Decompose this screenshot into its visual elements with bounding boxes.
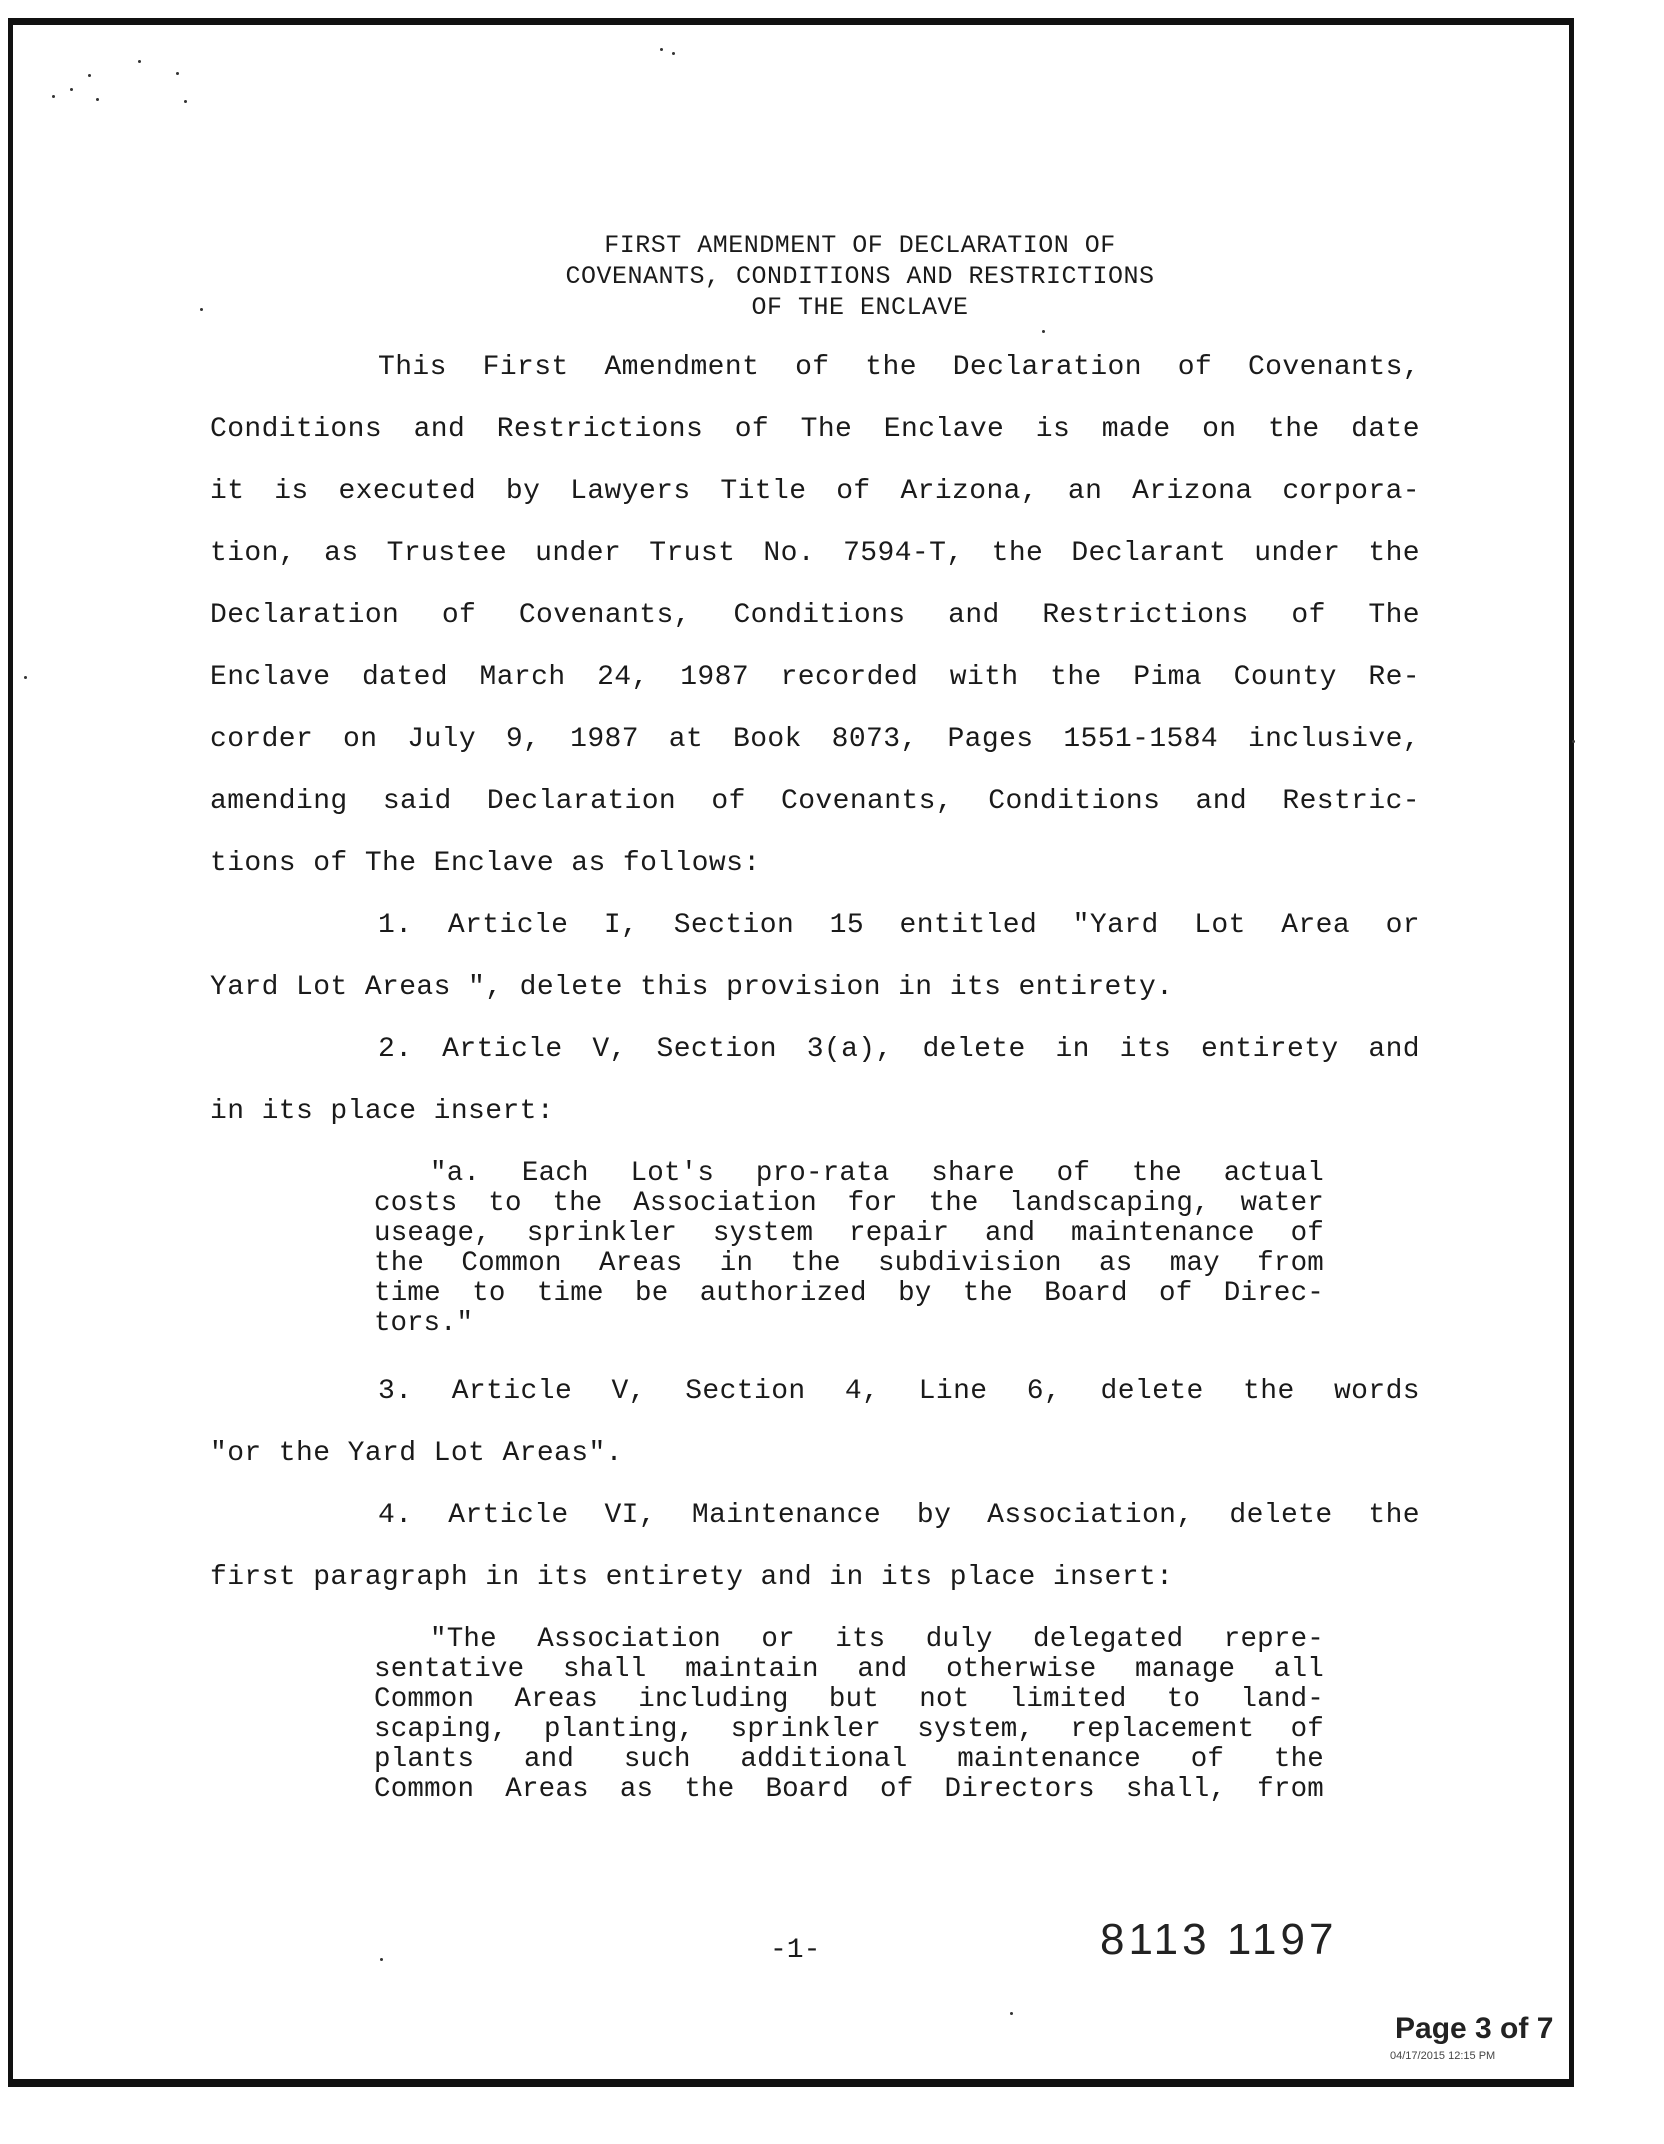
item-2-line: 2. Article V, Section 3(a), delete in its entirety and	[378, 1034, 1420, 1065]
scan-speck	[52, 95, 55, 98]
intro-line: it is executed by Lawyers Title of Arizona, an Arizona corpora-	[210, 476, 1420, 507]
record-number: 8113 1197	[1100, 1915, 1338, 1964]
item-1-line: 1. Article I, Section 15 entitled "Yard Lot Area or	[378, 910, 1420, 941]
intro-line: corder on July 9, 1987 at Book 8073, Pages 1551-1584 inclusive,	[210, 724, 1420, 755]
page-counter: Page 3 of 7	[1395, 2012, 1554, 2045]
quote-1-line: useage, sprinkler system repair and maintenance of	[374, 1218, 1324, 1249]
scan-speck	[184, 100, 187, 103]
scan-speck	[1042, 330, 1045, 333]
item-4-line: first paragraph in its entirety and in its place insert:	[210, 1562, 1174, 1593]
scan-speck	[138, 60, 141, 63]
quote-2-line: Common Areas as the Board of Directors shall, from	[374, 1774, 1324, 1805]
scan-speck	[176, 72, 179, 75]
quote-1-line: costs to the Association for the landscaping, water	[374, 1188, 1324, 1219]
intro-line: Enclave dated March 24, 1987 recorded with the Pima County Re-	[210, 662, 1420, 693]
intro-line: Conditions and Restrictions of The Enclave is made on the date	[210, 414, 1420, 445]
intro-line: This First Amendment of the Declaration of Covenants,	[378, 352, 1420, 383]
title-line: COVENANTS, CONDITIONS AND RESTRICTIONS	[565, 262, 1155, 291]
scan-speck	[1572, 740, 1575, 743]
item-2-line: in its place insert:	[210, 1096, 555, 1127]
page-number: -1-	[770, 1935, 821, 1966]
quote-1-line: the Common Areas in the subdivision as may from	[374, 1248, 1324, 1279]
intro-line: tions of The Enclave as follows:	[210, 848, 761, 879]
intro-line: tion, as Trustee under Trust No. 7594-T, the Declarant under the	[210, 538, 1420, 569]
intro-line: amending said Declaration of Covenants, Conditions and Restric-	[210, 786, 1420, 817]
scan-speck	[70, 88, 73, 91]
stamp-timestamp: 04/17/2015 12:15 PM	[1390, 2050, 1496, 2062]
item-3-line: 3. Article V, Section 4, Line 6, delete the words	[378, 1376, 1420, 1407]
scan-speck	[380, 1958, 383, 1961]
item-4-line: 4. Article VI, Maintenance by Association, delete the	[378, 1500, 1420, 1531]
quote-2-line: sentative shall maintain and otherwise manage all	[374, 1654, 1324, 1685]
scan-speck	[96, 98, 99, 101]
intro-line: Declaration of Covenants, Conditions and Restrictions of The	[210, 600, 1420, 631]
scan-speck	[672, 52, 675, 55]
scan-speck	[88, 74, 91, 77]
scan-speck	[200, 308, 203, 311]
scan-speck	[660, 48, 663, 51]
item-3-line: "or the Yard Lot Areas".	[210, 1438, 623, 1469]
quote-1-line: "a. Each Lot's pro-rata share of the actual	[430, 1158, 1324, 1189]
quote-2-line: "The Association or its duly delegated repre-	[430, 1624, 1324, 1655]
title-line: OF THE ENCLAVE	[751, 293, 969, 322]
title-line: FIRST AMENDMENT OF DECLARATION OF	[604, 231, 1116, 260]
quote-1-line: tors."	[374, 1308, 474, 1339]
scan-speck	[1010, 2012, 1013, 2015]
quote-1-line: time to time be authorized by the Board of Direc-	[374, 1278, 1324, 1309]
scan-speck	[24, 676, 27, 679]
quote-2-line: scaping, planting, sprinkler system, replacement of	[374, 1714, 1324, 1745]
document-title	[360, 230, 1360, 323]
quote-2-line: plants and such additional maintenance of the	[374, 1744, 1324, 1775]
quote-2-line: Common Areas including but not limited to land-	[374, 1684, 1324, 1715]
item-1-line: Yard Lot Areas ", delete this provision in its entirety.	[210, 972, 1174, 1003]
